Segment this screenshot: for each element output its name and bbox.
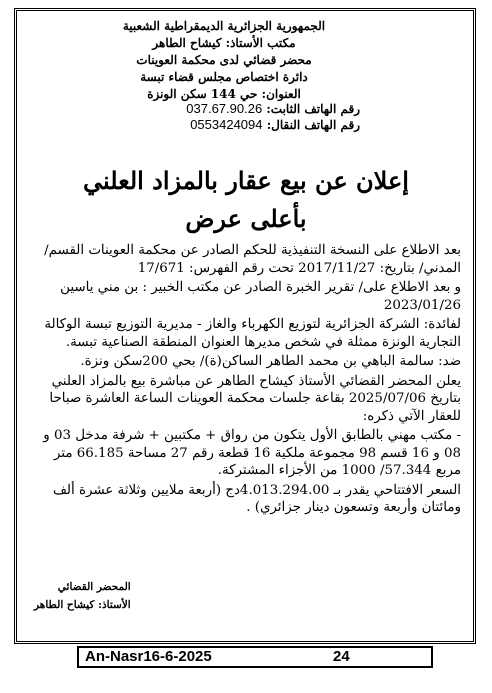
mobile-phone-row (186, 117, 360, 133)
fixed-phone-row (186, 101, 360, 117)
mobile-phone-label: رقم الهاتف النقال: (266, 118, 360, 132)
header-line: مكتب الأستاذ: كيشاح الطاهر (152, 36, 296, 50)
fixed-phone-value: 037.67.90.26 (186, 101, 263, 116)
header-line: الجمهورية الجزائرية الديمقراطية الشعبية (122, 19, 326, 33)
body-paragraph: - مكتب مهني بالطابق الأول يتكون من رواق + مكتبين + شرفة مدخل 03 و 08 و 16 قسم 98 مجموعة ملكية 16 قطعة رقم 27 مساحة 66.185 متر مربع 57.344/ 1000 من الأجزاء المشتركة. (43, 428, 461, 478)
mobile-phone-value: 0553424094 (190, 117, 263, 132)
fixed-phone-label: رقم الهاتف الثابت: (266, 102, 360, 116)
header-line: محضر قضائي لدى محكمة العوينات (136, 53, 312, 67)
notice-title: إعلان عن بيع عقار بالمزاد العلني (83, 166, 409, 195)
contact-info (186, 101, 360, 133)
body-paragraph: لفائدة: الشركة الجزائرية لتوزيع الكهرباء والغاز - مديرية التوزيع تبسة الوكالة التجارية الونزة ممثلة في شخص مديرها العنوان المنطقة الصناعية تبسة. (44, 317, 461, 350)
page-number: 24 (333, 648, 350, 665)
body-paragraph: السعر الافتتاحي يقدر بـ 4.013.294.00دج (أربعة ملايين وثلاثة عشرة ألف ومائتان وأربعة وتسعون دينار جزائري) . (53, 482, 461, 515)
body-paragraph: بعد الاطلاع على النسخة التنفيذية للحكم الصادر عن محكمة العوينات القسم/ المدني/ بتاريخ: 2017/11/27 تحت رقم الفهرس: 17/671 (44, 243, 461, 276)
header-line: العنوان: حي 144 سكن الونزة (147, 87, 301, 101)
signature-block (34, 578, 131, 614)
body-paragraph: يعلن المحضر القضائي الأستاذ كيشاح الطاهر عن مباشرة بيع بالمزاد العلني بتاريخ 2025/07/06 بقاعة جلسات محكمة العوينات الساعة العاشرة صباحا للعقار الآتي ذكره: (49, 373, 461, 424)
signature-name: الأستاذ: كيشاح الطاهر (34, 599, 131, 611)
office-header (74, 18, 374, 103)
header-line: دائرة اختصاص مجلس قضاء تبسة (140, 70, 308, 84)
notice-body (29, 242, 461, 519)
page-footer (77, 646, 433, 668)
newspaper-reference: An-Nasr16-6-2025 (85, 648, 212, 665)
body-paragraph: ضد: سالمة الباهي بن محمد الطاهر الساكن(ة)/ بحي 200سكن ونزة. (80, 354, 461, 369)
body-paragraph: و بعد الاطلاع على/ تقرير الخبرة الصادر عن مكتب الخبير : بن مني ياسين 2023/01/26 (60, 280, 461, 313)
notice-subtitle: بأعلى عرض (185, 204, 307, 233)
signature-role: المحضر القضائي (57, 581, 131, 593)
